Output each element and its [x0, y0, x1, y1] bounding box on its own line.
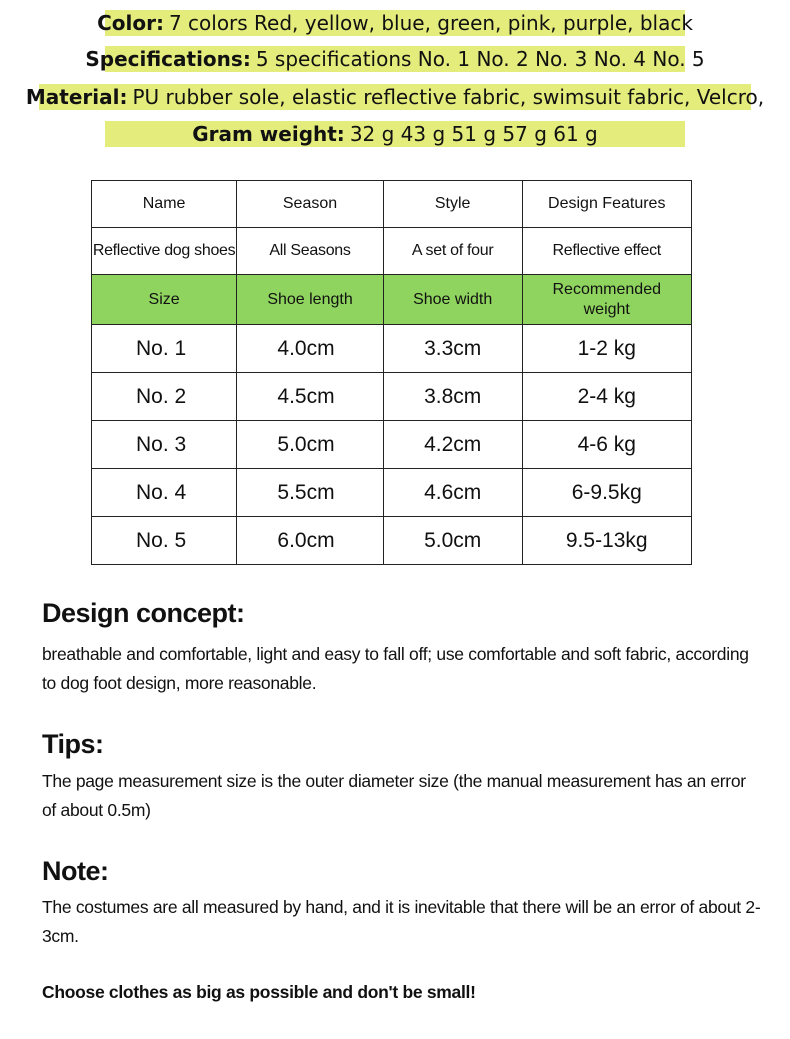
color-value: 7 colors Red, yellow, blue, green, pink, purple, black	[168, 11, 693, 35]
gram-weight-value: 32 g 43 g 51 g 57 g 61 g	[349, 122, 598, 146]
table-cell: 4-6 kg	[522, 421, 692, 469]
table-row	[92, 373, 692, 421]
specifications-value: 5 specifications No. 1 No. 2 No. 3 No. 4 No. 5	[255, 47, 705, 71]
specifications-label: Specifications:	[85, 47, 251, 71]
color-attribute	[97, 10, 693, 36]
design-concept-text: breathable and comfortable, light and easy to fall off; use comfortable and soft fabric, according to dog foot design, more reasonable.	[42, 644, 749, 693]
tips-text: The page measurement size is the outer diameter size (the manual measurement has an error of about 0.5m)	[42, 771, 746, 820]
table-cell: No. 3	[92, 421, 237, 469]
table-cell: No. 2	[92, 373, 237, 421]
table-cell: 4.6cm	[383, 469, 522, 517]
table-cell: 6-9.5kg	[522, 469, 692, 517]
table-header-row	[92, 181, 692, 228]
table-cell: 5.0cm	[237, 421, 384, 469]
table-cell: Reflective dog shoes	[92, 228, 237, 275]
table-row	[92, 469, 692, 517]
table-info-row	[92, 228, 692, 275]
table-cell: Shoe length	[237, 275, 384, 325]
size-header-row	[92, 275, 692, 325]
table-cell: Size	[92, 275, 237, 325]
table-row	[92, 421, 692, 469]
table-cell: Season	[237, 181, 384, 228]
note-heading: Note:	[42, 856, 109, 886]
closing-statement: Choose clothes as big as possible and don't be small!	[42, 982, 476, 1002]
table-cell: 9.5-13kg	[522, 517, 692, 565]
tips-heading: Tips:	[42, 729, 104, 759]
table-cell: 5.0cm	[383, 517, 522, 565]
table-cell: Recommended weight	[522, 275, 692, 325]
gram-weight-label: Gram weight:	[192, 122, 345, 146]
size-chart-table	[91, 180, 692, 565]
table-cell: 1-2 kg	[522, 325, 692, 373]
material-label: Material:	[25, 85, 128, 109]
table-cell: 4.0cm	[237, 325, 384, 373]
table-cell: 4.5cm	[237, 373, 384, 421]
specifications-attribute	[85, 46, 705, 72]
table-cell: 3.3cm	[383, 325, 522, 373]
design-concept-heading: Design concept:	[42, 598, 245, 628]
color-label: Color:	[97, 11, 164, 35]
table-row	[92, 325, 692, 373]
gram-weight-attribute	[105, 121, 685, 147]
table-cell: A set of four	[383, 228, 522, 275]
table-cell: Reflective effect	[522, 228, 692, 275]
table-cell: 5.5cm	[237, 469, 384, 517]
table-row	[92, 517, 692, 565]
table-cell: 3.8cm	[383, 373, 522, 421]
note-text: The costumes are all measured by hand, and it is inevitable that there will be an error of about 2-3cm.	[42, 897, 761, 946]
table-cell: 6.0cm	[237, 517, 384, 565]
material-value: PU rubber sole, elastic reflective fabric, swimsuit fabric, Velcro,	[132, 85, 765, 109]
table-cell: Name	[92, 181, 237, 228]
table-cell: Style	[383, 181, 522, 228]
material-attribute	[25, 84, 765, 110]
table-cell: All Seasons	[237, 228, 384, 275]
table-cell: Design Features	[522, 181, 692, 228]
table-cell: 4.2cm	[383, 421, 522, 469]
table-cell: 2-4 kg	[522, 373, 692, 421]
table-cell: Shoe width	[383, 275, 522, 325]
table-cell: No. 4	[92, 469, 237, 517]
table-cell: No. 1	[92, 325, 237, 373]
table-cell: No. 5	[92, 517, 237, 565]
